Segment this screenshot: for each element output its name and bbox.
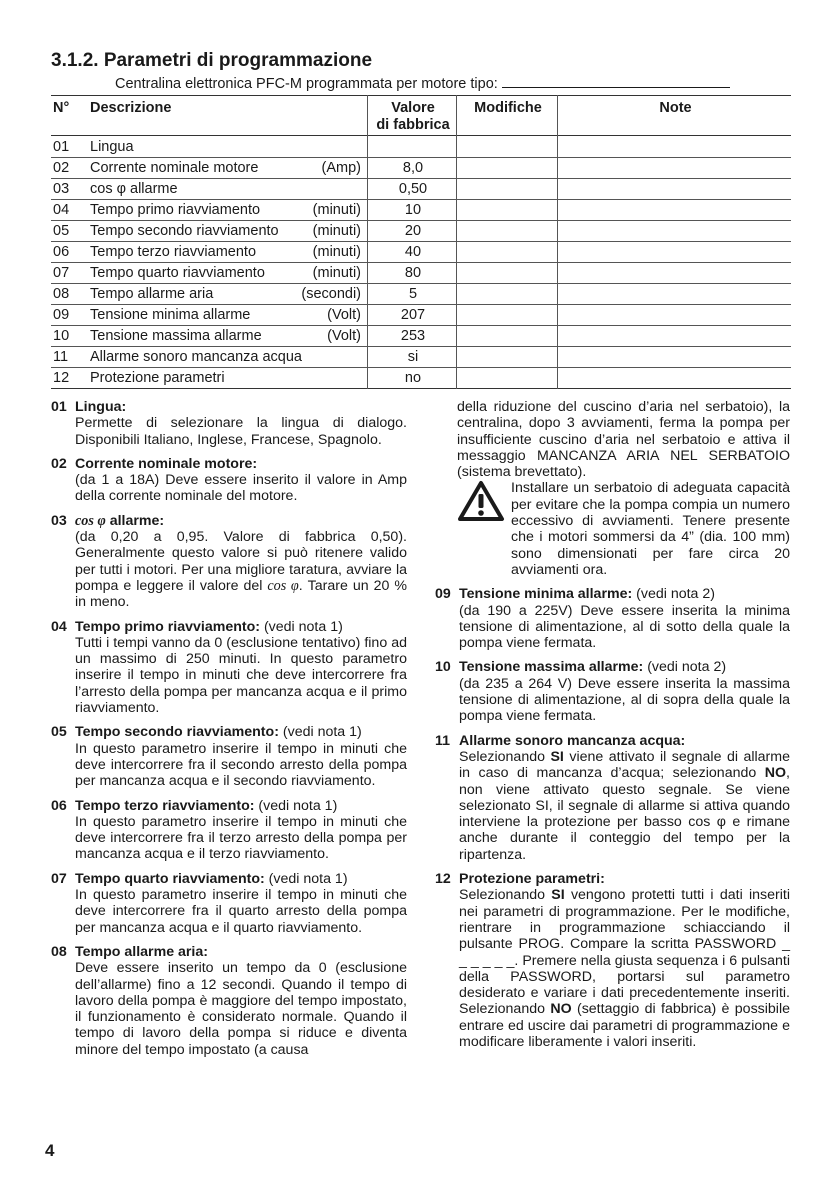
note-number: 05: [51, 724, 67, 741]
row-factory-value: 20: [368, 221, 457, 242]
note-title: allarme:: [105, 512, 165, 529]
row-modifiche-cell[interactable]: [457, 242, 558, 263]
row-unit: (minuti): [312, 222, 361, 239]
note-ref: (vedi nota 2): [632, 586, 716, 603]
table-row: [51, 326, 791, 347]
row-num: 04: [53, 201, 70, 218]
table-row: [51, 179, 791, 200]
table-row: [51, 347, 791, 368]
row-modifiche-cell[interactable]: [457, 263, 558, 284]
row-desc-text: Allarme sonoro mancanza acqua: [90, 348, 302, 365]
note-10: [435, 659, 790, 724]
row-factory-value: 40: [368, 242, 457, 263]
row-desc-text: Protezione parametri: [90, 369, 225, 386]
row-modifiche-cell[interactable]: [457, 368, 558, 389]
note-body: (da 190 a 225V) Deve essere inserita la minima tensione di alimentazione, al di sotto della quale la pompa viene fermata.: [459, 602, 790, 652]
row-num: 07: [53, 264, 70, 281]
row-num: 03: [53, 180, 70, 197]
note-body: (da 235 a 264 V) Deve essere inserita la massima tensione di alimentazione, al di sopra della quale la pompa viene fermata.: [459, 675, 790, 725]
note-body: [51, 529, 407, 610]
cos-phi-symbol: cos φ: [75, 512, 106, 529]
note-number: 09: [435, 586, 451, 603]
note-ref: (vedi nota 1): [264, 870, 348, 887]
row-modifiche-cell[interactable]: [457, 221, 558, 242]
row-desc: [88, 305, 368, 326]
note-title: Protezione parametri:: [459, 871, 605, 888]
si-keyword: SI: [551, 887, 565, 904]
row-num: 10: [53, 327, 70, 344]
note-number: 02: [51, 455, 67, 472]
no-keyword: NO: [550, 1001, 572, 1018]
row-modifiche-cell[interactable]: [457, 347, 558, 368]
page-title: 3.1.2. Parametri di programmazione: [51, 50, 373, 71]
note-title: Corrente nominale motore:: [75, 455, 258, 472]
note-ref: (vedi nota 1): [254, 797, 338, 814]
header-modifiche: Modifiche: [457, 96, 558, 136]
warning-block: [435, 480, 790, 578]
note-01: [51, 399, 407, 448]
row-modifiche-cell[interactable]: [457, 136, 558, 158]
note-12: [435, 871, 790, 1050]
row-desc: [88, 136, 368, 158]
table-row: [51, 242, 791, 263]
note-08-continued: [435, 399, 790, 578]
header-note: Note: [558, 96, 792, 136]
table-body: [51, 136, 791, 389]
note-ref: (vedi nota 1): [260, 618, 343, 635]
table-row: [51, 305, 791, 326]
row-note-cell[interactable]: [558, 242, 792, 263]
note-body-continued: della riduzione del cuscino d’aria nel serbatoio), la centralina, dopo 3 avviamenti, ferma la pompa per insufficiente cuscino d’aria nel serbatoio e attiva il messaggio MANCANZA ARIA NEL SERBATOIO (sistema brevettato).: [457, 399, 790, 481]
note-number: 04: [51, 618, 67, 635]
row-note-cell[interactable]: [558, 368, 792, 389]
note-number: 08: [51, 943, 67, 960]
table-row: [51, 136, 791, 158]
row-desc-text: Lingua: [90, 138, 134, 155]
row-modifiche-cell[interactable]: [457, 284, 558, 305]
row-note-cell[interactable]: [558, 158, 792, 179]
note-body: (da 1 a 18A) Deve essere inserito il valore in Amp della corrente nominale del motore.: [75, 472, 407, 505]
row-num: 02: [53, 159, 70, 176]
row-num: 09: [53, 306, 70, 323]
row-desc-text: Tempo terzo riavviamento: [90, 243, 257, 260]
note-text: vengono protetti tutti i dati inseriti nei parametri di programmazione. Per le modifiche, rientrare in programmazione schiacciando il pulsante PROG. Compare la scritta PASSWORD _ _ _ _ _ _. Premere nella giusta sequenza i 6 pulsanti della PASSWORD, portarsi sul parametro desiderato e variare i dati precedentemente inseriti. Selezionando: [459, 887, 790, 1018]
note-title: Tempo terzo riavviamento:: [75, 797, 255, 814]
note-11: [435, 733, 790, 863]
row-factory-value: 5: [368, 284, 457, 305]
row-desc-text: Tensione minima allarme: [90, 306, 251, 323]
row-note-cell[interactable]: [558, 136, 792, 158]
note-title: Lingua:: [75, 399, 127, 415]
row-modifiche-cell[interactable]: [457, 179, 558, 200]
note-03: [51, 513, 407, 611]
row-unit: (minuti): [312, 201, 361, 218]
row-unit: (minuti): [312, 264, 361, 281]
row-modifiche-cell[interactable]: [457, 305, 558, 326]
motor-type-blank: [502, 75, 730, 88]
table-row: [51, 200, 791, 221]
row-desc-text: cos φ allarme: [90, 180, 178, 197]
note-05: [51, 724, 407, 789]
row-desc: [88, 158, 368, 179]
note-body-a: (da 0,20 a 0,95. Valore di fabbrica 0,50). Generalmente questo valore si può ritenere valido per tutti i motori. Per una migliore taratura, avviare la pompa e leggere il valore del: [75, 529, 407, 594]
row-desc-text: Corrente nominale motore: [90, 159, 259, 176]
row-factory-value: 80: [368, 263, 457, 284]
row-note-cell[interactable]: [558, 221, 792, 242]
row-num: 12: [53, 369, 70, 386]
row-note-cell[interactable]: [558, 326, 792, 347]
notes-right-column: [435, 399, 790, 1058]
header-value-line2: di fabbrica: [376, 117, 450, 133]
note-04: [51, 619, 407, 717]
table-row: [51, 284, 791, 305]
row-desc: [88, 284, 368, 305]
note-ref: (vedi nota 1): [278, 724, 362, 741]
row-note-cell[interactable]: [558, 284, 792, 305]
note-09: [435, 586, 790, 651]
note-body: [435, 887, 790, 1050]
row-desc: [88, 221, 368, 242]
note-number: 10: [435, 659, 451, 676]
row-num: 06: [53, 243, 70, 260]
row-factory-value: 207: [368, 305, 457, 326]
row-num: 08: [53, 285, 70, 302]
table-row: [51, 368, 791, 389]
row-desc-text: Tempo secondo riavviamento: [90, 222, 279, 239]
row-modifiche-cell[interactable]: [457, 326, 558, 347]
cos-phi-inline: cos φ: [267, 577, 299, 594]
row-desc: [88, 200, 368, 221]
header-num: N°: [53, 100, 70, 116]
no-keyword: NO: [764, 765, 787, 782]
note-02: [51, 456, 407, 505]
note-number: 01: [51, 399, 67, 415]
row-factory-value: si: [368, 347, 457, 368]
note-title: Tensione minima allarme:: [459, 586, 633, 603]
note-body: In questo parametro inserire il tempo in minuti che deve intercorrere fra il quarto arresto della pompa per mancanza acqua e il quarto riavviamento.: [75, 887, 407, 936]
row-unit: (Amp): [321, 159, 361, 176]
parameters-table: [51, 95, 791, 389]
note-body: Deve essere inserito un tempo da 0 (esclusione dell’allarme) fino a 12 secondi. Quando il tempo di lavoro della pompa è maggiore del tempo impostato, il funzionamento è considerato normale. Quando il tempo di lavoro della pompa si riduce e diventa minore del tempo impostato (a causa: [75, 960, 407, 1058]
table-row: [51, 221, 791, 242]
note-number: 06: [51, 797, 67, 814]
note-06: [51, 798, 407, 863]
row-num: 11: [53, 348, 69, 365]
table-row: [51, 158, 791, 179]
subtitle-text: Centralina elettronica PFC-M programmata per motore tipo:: [115, 76, 498, 92]
note-title: Tempo primo riavviamento:: [75, 618, 260, 635]
note-title: Tempo allarme aria:: [75, 943, 208, 960]
row-desc: [88, 263, 368, 284]
subtitle: [115, 75, 730, 92]
note-number: 07: [51, 870, 67, 887]
note-body: In questo parametro inserire il tempo in minuti che deve intercorrere fra il secondo arresto della pompa per mancanza acqua e il secondo riavviamento.: [75, 740, 407, 790]
row-desc: [88, 179, 368, 200]
row-unit: (minuti): [312, 243, 361, 260]
header-value-line1: Valore: [391, 100, 435, 116]
row-num: 01: [53, 138, 70, 155]
table-row: [51, 263, 791, 284]
note-title: Allarme sonoro mancanza acqua:: [459, 732, 686, 749]
row-factory-value: [368, 136, 457, 158]
note-number: 12: [435, 871, 451, 888]
note-text: Selezionando: [459, 887, 552, 904]
row-desc: [88, 326, 368, 347]
row-unit: (secondi): [301, 285, 361, 302]
row-desc-text: Tempo quarto riavviamento: [90, 264, 265, 281]
header-desc: Descrizione: [90, 100, 172, 116]
row-modifiche-cell[interactable]: [457, 158, 558, 179]
row-note-cell[interactable]: [558, 179, 792, 200]
row-unit: (Volt): [327, 306, 361, 323]
row-factory-value: 10: [368, 200, 457, 221]
note-08: [51, 944, 407, 1058]
note-number: 11: [435, 732, 450, 749]
header-value: [368, 96, 457, 136]
row-desc-text: Tempo primo riavviamento: [90, 201, 261, 218]
note-number: 03: [51, 512, 67, 529]
row-factory-value: no: [368, 368, 457, 389]
row-unit: (Volt): [327, 327, 361, 344]
warning-text: Installare un serbatoio di adeguata capacità per evitare che la pompa compia un numero eccessivo di avviamenti. Tenere presente che i motori sommersi da 4” (dia. 100 mm) sono dimensionati per fare circa 20 avviamenti ora.: [511, 480, 790, 578]
note-title: Tempo quarto riavviamento:: [75, 870, 265, 887]
note-body-b: . Tarare un 20 % in meno.: [75, 577, 407, 611]
si-keyword: SI: [550, 748, 564, 765]
note-body: Tutti i tempi vanno da 0 (esclusione tentativo) fino ad un massimo di 250 minuti. In questo parametro inserire il tempo in minuti che deve intercorrere fra l’arresto della pompa per mancanza acqua e il primo riavviamento.: [75, 634, 407, 717]
note-text: viene attivato il segnale di allarme in caso di mancanza d’acqua; selezionando: [459, 748, 790, 782]
note-body: [435, 749, 790, 863]
note-07: [51, 871, 407, 936]
row-note-cell[interactable]: [558, 263, 792, 284]
row-num: 05: [53, 222, 70, 239]
page-number: 4: [45, 1141, 55, 1160]
note-ref: (vedi nota 2): [643, 659, 727, 676]
row-note-cell[interactable]: [558, 347, 792, 368]
row-desc: [88, 368, 368, 389]
note-text: (settaggio di fabbrica) è possibile entrare ed uscire dai parametri di programmazione e modificare liberamente i valori inseriti.: [459, 1001, 790, 1050]
warning-triangle-icon: [457, 480, 505, 522]
row-desc-text: Tensione massima allarme: [90, 327, 262, 344]
note-title: Tensione massima allarme:: [459, 659, 644, 676]
note-body: In questo parametro inserire il tempo in minuti che deve intercorrere fra il terzo arresto della pompa per mancanza acqua e il terzo riavviamento.: [75, 813, 407, 863]
note-text: Selezionando: [459, 748, 551, 765]
note-title: Tempo secondo riavviamento:: [75, 724, 279, 741]
row-desc-text: Tempo allarme aria: [90, 285, 214, 302]
row-note-cell[interactable]: [558, 200, 792, 221]
row-factory-value: 253: [368, 326, 457, 347]
row-desc: [88, 347, 368, 368]
note-text: , non viene attivato questo segnale. Se viene selezionato SI, il segnale di allarme si attiva quando interviene la protezione per basso cos φ e rimane anche durante il conteggio del tempo per la ripartenza.: [459, 765, 790, 863]
row-factory-value: 0,50: [368, 179, 457, 200]
row-modifiche-cell[interactable]: [457, 200, 558, 221]
table-header-row: [51, 96, 791, 136]
row-note-cell[interactable]: [558, 305, 792, 326]
note-body: Permette di selezionare la lingua di dialogo. Disponibili Italiano, Inglese, Francese, Spagnolo.: [75, 415, 407, 448]
notes-left-column: [51, 399, 407, 1066]
row-desc: [88, 242, 368, 263]
row-factory-value: 8,0: [368, 158, 457, 179]
